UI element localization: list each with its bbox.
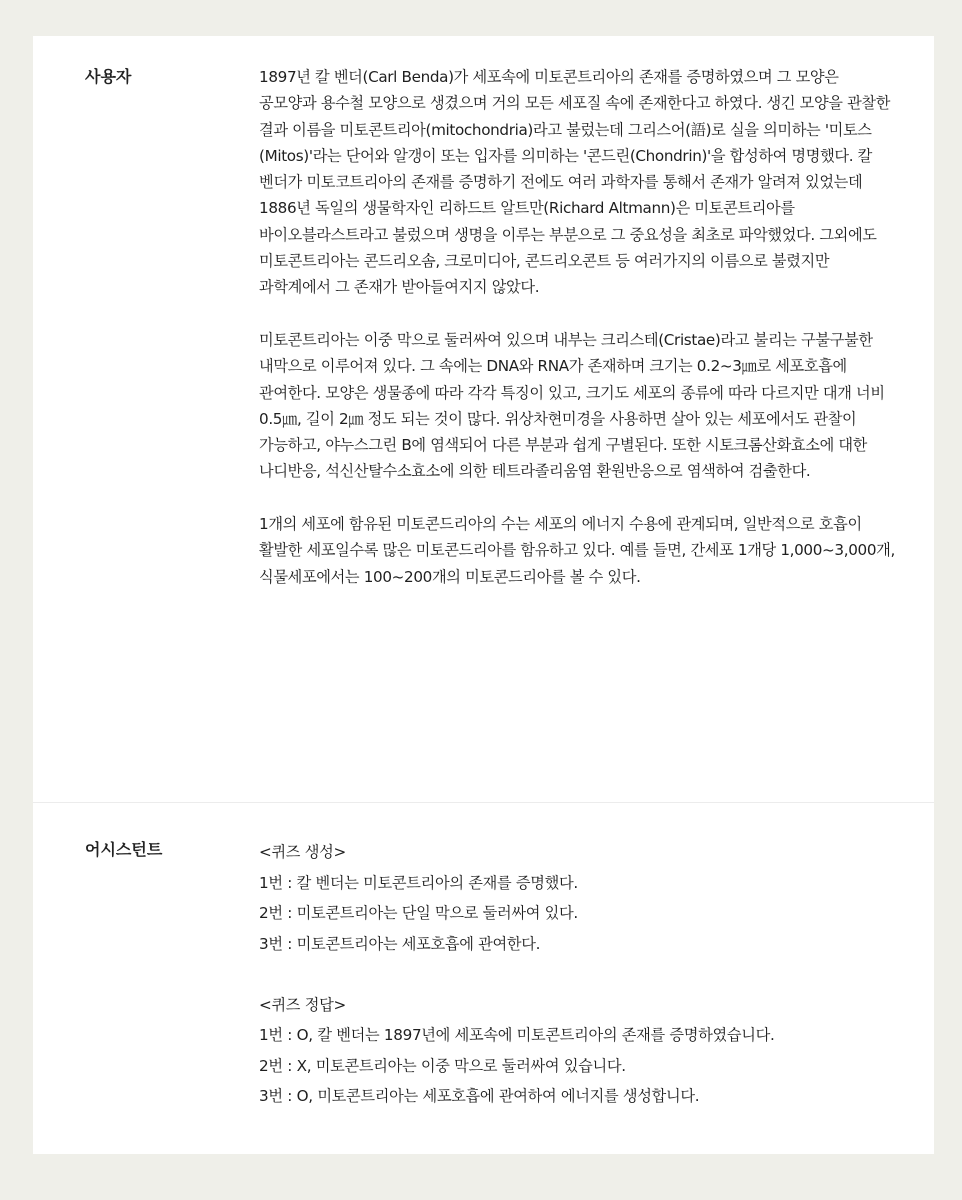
assistant-message xyxy=(259,837,899,1112)
user-role-label: 사용자 xyxy=(85,67,132,86)
assistant-role-label: 어시스턴트 xyxy=(85,840,163,859)
assistant-turn xyxy=(33,803,934,1112)
answer-item-1: 1번 : O, 칼 벤더는 1897년에 세포속에 미토콘트리아의 존재를 증명하였습니다. xyxy=(259,1026,775,1044)
user-paragraph-1: 1897년 칼 벤더(Carl Benda)가 세포속에 미토콘트리아의 존재를 증명하였으며 그 모양은 공모양과 용수철 모양으로 생겼으며 거의 모든 세포질 속에 존재한다고 하였다. 생긴 모양을 관찰한 결과 이름을 미토콘트리아(mitochondria)라고 불렀는데 그리스어(語)로 실을 의미하는 '미토스(Mitos)'라는 단어와 알갱이 또는 입자를 의미하는 '콘드린(Chondrin)'을 합성하여 명명했다. 칼 벤더가 미토코트리아의 존재를 증명하기 전에도 여러 과학자를 통해서 존재가 알려져 있었는데 1886년 독일의 생물학자인 리하드트 알트만(Richard Altmann)은 미토콘트리아를 바이오블라스트라고 불렀으며 생명을 이루는 부분으로 그 중요성을 최초로 파악했었다. 그외에도 미토콘트리아는 콘드리오솜, 크로미디아, 콘드리오콘트 등 여러가지의 이름으로 불렸지만 과학계에서 그 존재가 받아들여지지 않았다. xyxy=(259,68,891,297)
quiz-item-3: 3번 : 미토콘트리아는 세포호흡에 관여한다. xyxy=(259,934,541,953)
quiz-item-1: 1번 : 칼 벤더는 미토콘트리아의 존재를 증명했다. xyxy=(259,873,578,892)
user-paragraph-2: 미토콘트리아는 이중 막으로 둘러싸여 있으며 내부는 크리스테(Cristae)라고 불리는 구불구불한 내막으로 이루어져 있다. 그 속에는 DNA와 RNA가 존재하며 크기는 0.2~3㎛로 세포호흡에 관여한다. 모양은 생물종에 따라 각각 특징이 있고, 크기도 세포의 종류에 따라 다르지만 대개 너비 0.5㎛, 길이 2㎛ 정도 되는 것이 많다. 위상차현미경을 사용하면 살아 있는 세포에서도 관찰이 가능하고, 야누스그린 B에 염색되어 다른 부분과 쉽게 구별된다. 또한 시토크롬산화효소에 대한 나디반응, 석신산탈수소효소에 의한 테트라졸리움염 환원반응으로 염색하여 검출한다. xyxy=(259,330,885,481)
quiz-title: <퀴즈 생성> xyxy=(259,843,346,861)
answer-item-2: 2번 : X, 미토콘트리아는 이중 막으로 둘러싸여 있습니다. xyxy=(259,1056,626,1075)
conversation-card xyxy=(33,36,934,1154)
spacer xyxy=(259,959,899,990)
user-turn xyxy=(33,36,934,803)
user-paragraph-3: 1개의 세포에 함유된 미토콘드리아의 수는 세포의 에너지 수용에 관계되며, 일반적으로 호흡이 활발한 세포일수록 많은 미토콘드리아를 함유하고 있다. 예를 들면, 간세포 1개당 1,000~3,000개, 식물세포에서는 100~200개의 미토콘드리아를 볼 수 있다. xyxy=(259,515,895,586)
quiz-item-2: 2번 : 미토콘트리아는 단일 막으로 둘러싸여 있다. xyxy=(259,904,578,922)
user-message xyxy=(259,64,899,802)
answer-item-3: 3번 : O, 미토콘트리아는 세포호흡에 관여하여 에너지를 생성합니다. xyxy=(259,1087,700,1105)
answer-title: <퀴즈 정답> xyxy=(259,995,346,1014)
